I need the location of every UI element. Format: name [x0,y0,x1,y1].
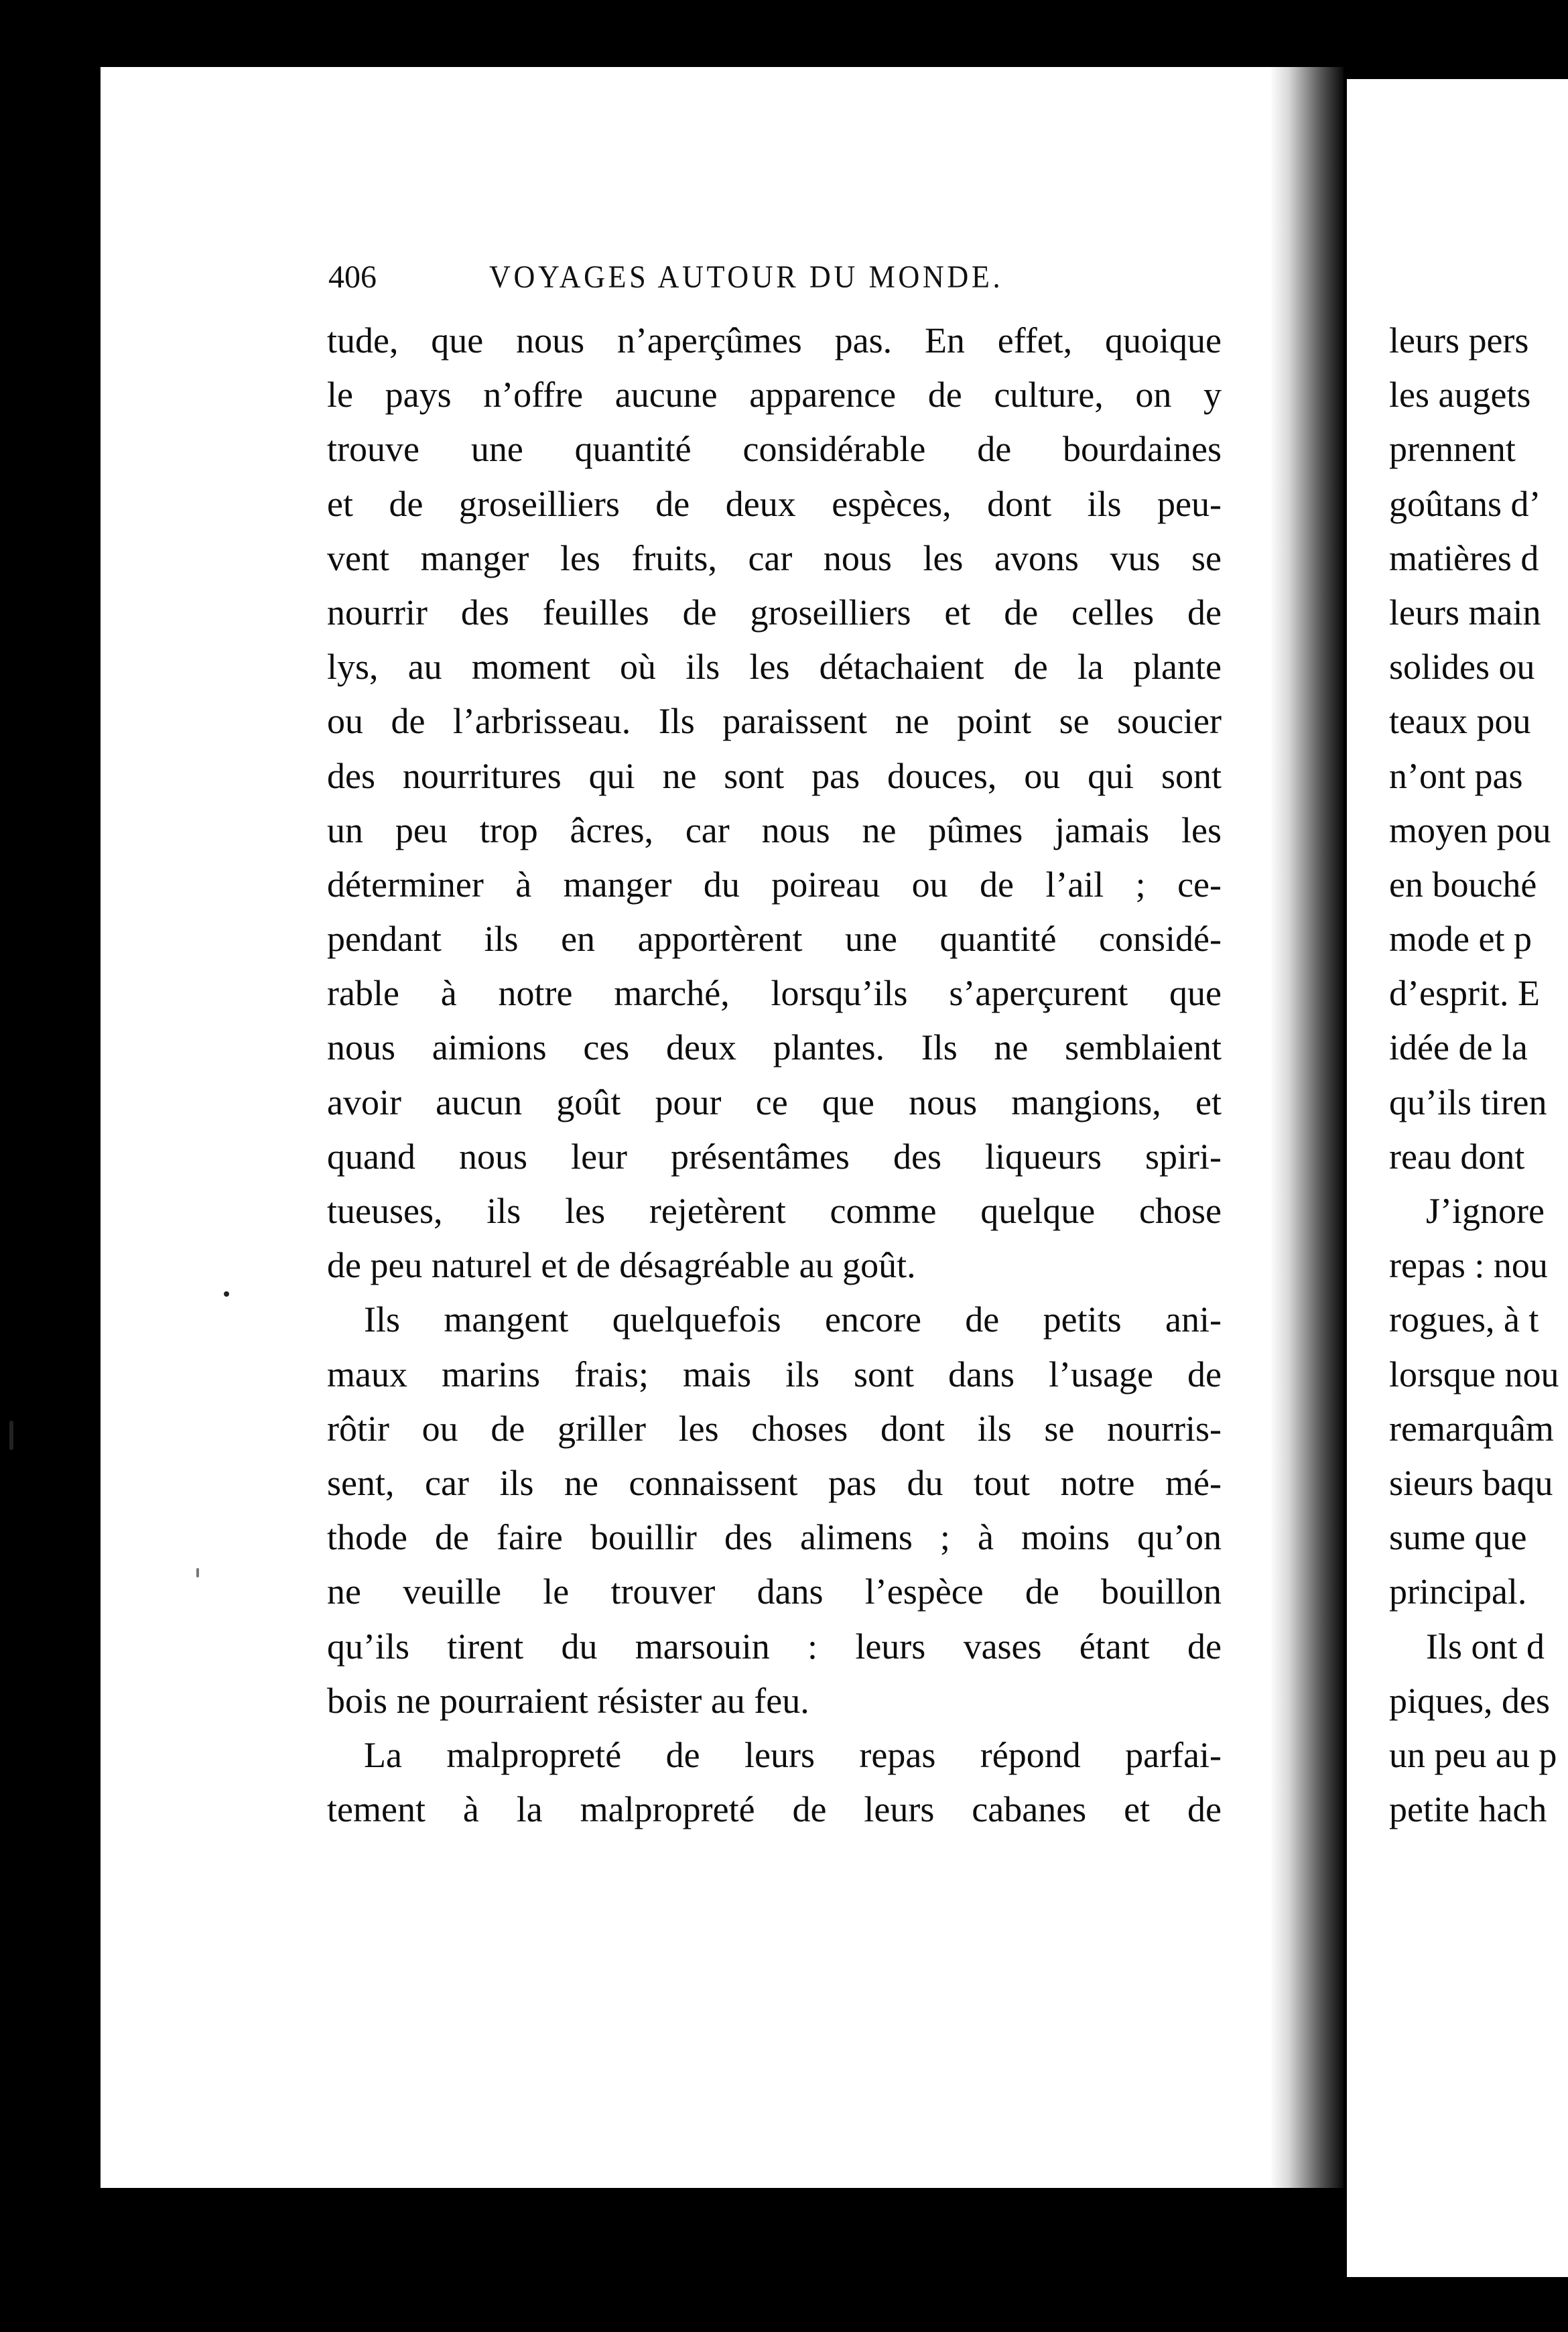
text-line: avoir aucun goût pour ce que nous mangions, et [327,1082,1222,1122]
text-line: moyen pou [1389,809,1551,850]
text-line: principal. [1389,1571,1527,1612]
text-line: et de groseilliers de deux espèces, dont ils peu- [327,483,1222,524]
text-line: trouve une quantité considérable de bourdaines [327,429,1222,470]
text-line: quand nous leur présentâmes des liqueurs spiri- [327,1136,1222,1177]
text-line: sume que [1389,1517,1527,1558]
text-line: sent, car ils ne connaissent pas du tout notre mé- [327,1462,1222,1503]
running-head [328,259,1149,306]
text-line: matières d [1389,537,1539,578]
page-number: 406 [328,259,377,295]
running-title: VOYAGES AUTOUR DU MONDE. [489,259,1004,295]
text-line: lorsque nou [1389,1354,1559,1395]
text-line: leurs main [1389,592,1541,633]
text-line: pendant ils en apportèrent une quantité considé- [327,919,1222,960]
right-page-text [1389,314,1568,1837]
text-line: n’ont pas [1389,755,1523,796]
text-line: solides ou [1389,647,1535,688]
text-line: reau dont [1389,1136,1525,1177]
text-line: leurs pers [1389,320,1529,361]
text-line: déterminer à manger du poireau ou de l’ail ; ce- [327,864,1222,905]
text-line: petite hach [1389,1789,1547,1830]
text-line: nous aimions ces deux plantes. Ils ne semblaient [327,1027,1222,1068]
text-line: vent manger les fruits, car nous les avons vus se [327,537,1222,578]
text-line: idée de la [1389,1027,1528,1068]
left-page-text [327,314,1222,1837]
text-line: mode et p [1389,919,1532,960]
text-line: de peu naturel et de désagréable au goût. [327,1245,916,1286]
text-line: maux marins frais; mais ils sont dans l’usage de [327,1354,1222,1395]
text-line: J’ignore [1426,1191,1545,1231]
text-line: Ils mangent quelquefois encore de petits ani- [364,1299,1222,1340]
margin-speck [224,1291,229,1297]
margin-speck [196,1568,199,1577]
text-line: rable à notre marché, lorsqu’ils s’aperçurent que [327,973,1222,1014]
text-line: rogues, à t [1389,1299,1539,1340]
text-line: tueuses, ils les rejetèrent comme quelque chose [327,1191,1222,1231]
text-line: piques, des [1389,1680,1550,1721]
text-line: un peu trop âcres, car nous ne pûmes jamais les [327,809,1222,850]
text-line: des nourritures qui ne sont pas douces, ou qui sont [327,755,1222,796]
text-line: prennent [1389,429,1516,470]
margin-speck [9,1421,13,1450]
text-line: en bouché [1389,864,1537,905]
text-line: qu’ils tiren [1389,1082,1547,1122]
text-line: un peu au p [1389,1734,1557,1775]
text-line: teaux pou [1389,701,1531,742]
text-line: tement à la malpropreté de leurs cabanes et de [327,1789,1222,1830]
text-line: d’esprit. E [1389,973,1540,1014]
text-line: thode de faire bouillir des alimens ; à moins qu’on [327,1517,1222,1558]
text-line: tude, que nous n’aperçûmes pas. En effet, quoique [327,320,1222,361]
text-line: bois ne pourraient résister au feu. [327,1680,809,1721]
text-line: rôtir ou de griller les choses dont ils se nourris- [327,1408,1222,1449]
text-line: goûtans d’ [1389,483,1541,524]
text-line: le pays n’offre aucune apparence de culture, on y [327,375,1222,415]
text-line: sieurs baqu [1389,1462,1553,1503]
text-line: nourrir des feuilles de groseilliers et de celles de [327,592,1222,633]
text-line: remarquâm [1389,1408,1554,1449]
text-line: La malpropreté de leurs repas répond parfai- [364,1734,1222,1775]
text-line: qu’ils tirent du marsouin : leurs vases étant de [327,1626,1222,1667]
text-line: repas : nou [1389,1245,1548,1286]
text-line: Ils ont d [1426,1626,1545,1667]
text-line: lys, au moment où ils les détachaient de la plante [327,647,1222,688]
text-line: les augets [1389,375,1531,415]
gutter-shadow [1270,67,1344,2188]
text-line: ou de l’arbrisseau. Ils paraissent ne point se soucier [327,701,1222,742]
text-line: ne veuille le trouver dans l’espèce de bouillon [327,1571,1222,1612]
